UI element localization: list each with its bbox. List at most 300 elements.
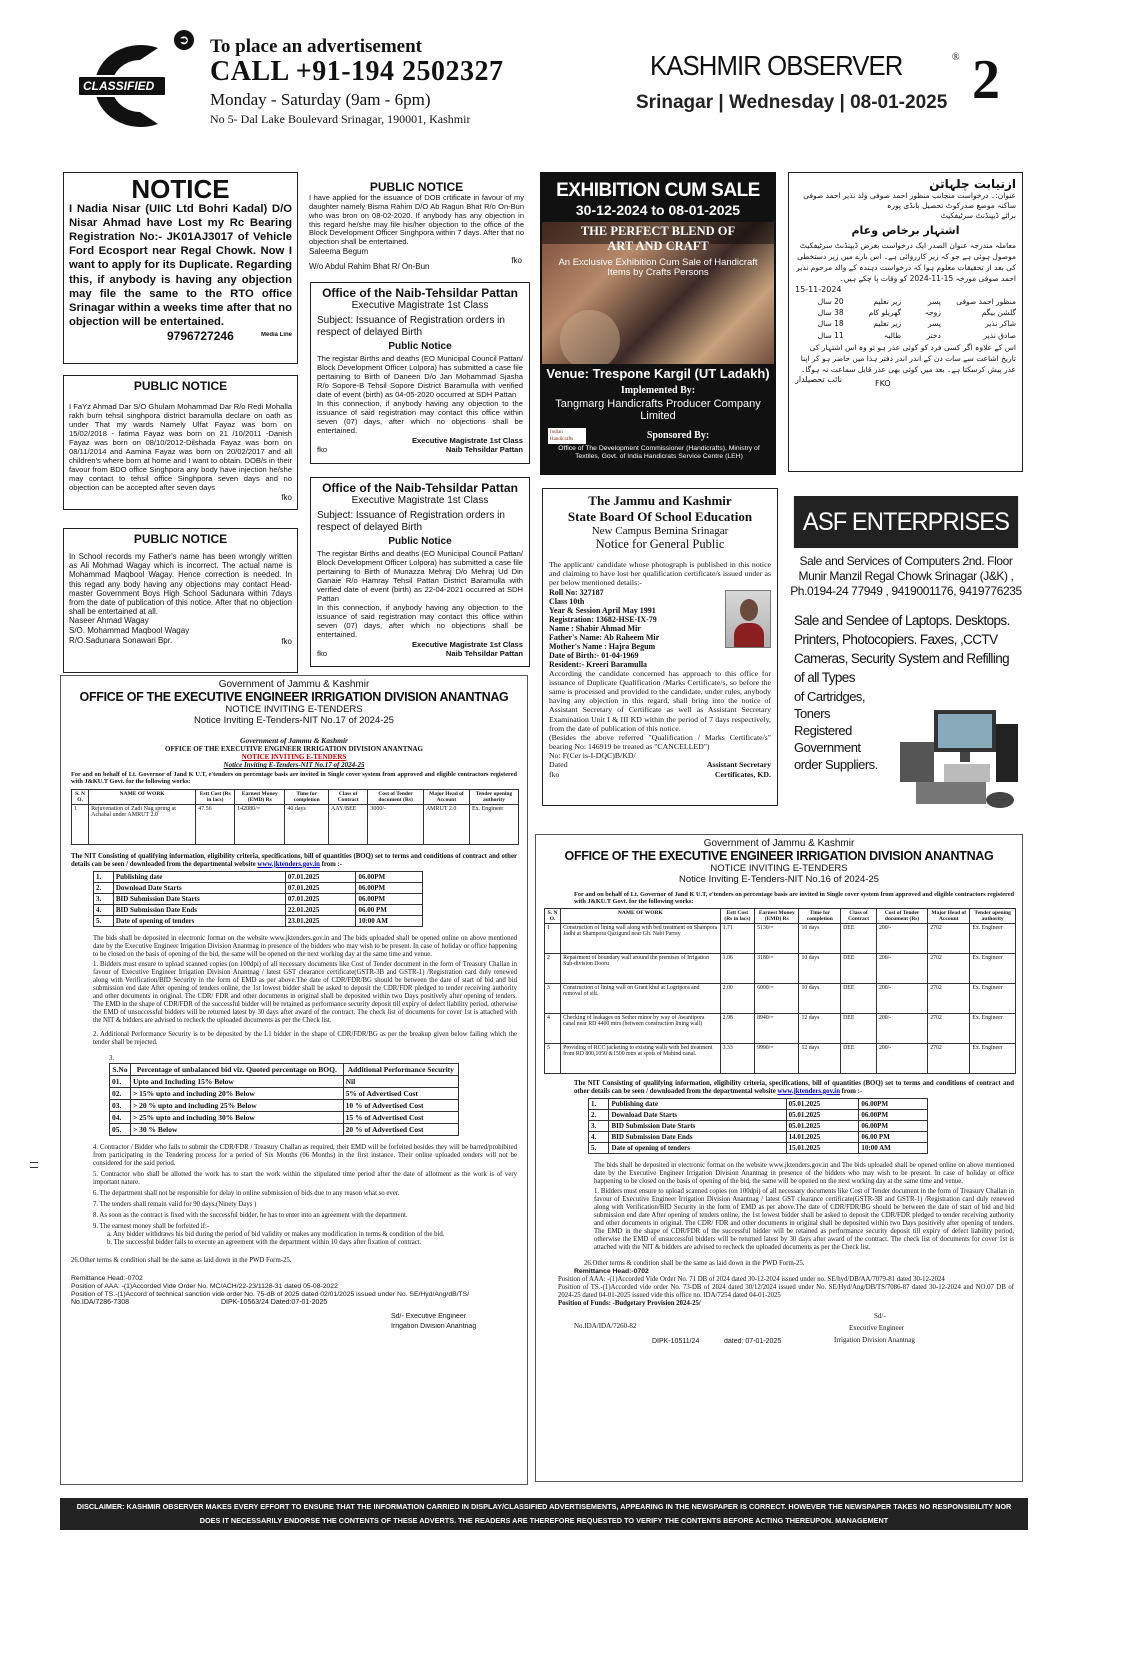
- handicrafts-badge: [548, 428, 586, 444]
- urdu-title: ازنیابت چلہاتن: [929, 177, 1016, 191]
- office-subtitle: Executive Magistrate 1st Class: [351, 300, 489, 311]
- table-header-cell: Class of Contract: [328, 789, 367, 804]
- table-cell: 4.: [94, 904, 114, 915]
- table-cell: 142080/=: [235, 804, 285, 844]
- table-cell: 1.71: [720, 923, 754, 953]
- ida-no: No.IDA/IDA/7260-82: [574, 1322, 637, 1331]
- gov-title-small: Government of Jammu & Kashmir: [240, 736, 348, 745]
- urdu-cell-age: 18 سال: [817, 319, 844, 329]
- public-notice-label: Public Notice: [388, 341, 452, 352]
- asf-suppliers: of Cartridges, Toners Registered Government order Suppliers.: [794, 688, 878, 773]
- notice-body: I Nadia Nisar (UIIC Ltd Bohri Kadal) D/O Nisar Ahmad have Lost my Rc Bearing Registration No:- JK01AJ3017 of Vehicle Ford Ecosport near Regal Chowk. Now I want to apply for its Duplicate. Regarding this, if anybody is having any objection may file the same to the RTO office Srinagar within a weeks time after that no objection will be entertained.: [69, 203, 292, 328]
- table-cell: Ex. Engineer: [970, 953, 1016, 983]
- table-cell: 2702: [928, 983, 970, 1013]
- position-ts: Position of TS.-(1)Accorded vide order No. 73-DB of 2024 dated 30/12/2024 issued under No. SE/Hyd/Ang/DB/TS/7086-87 dated 30-12-2024 and NO.07 DB of 2024-25 dated 04-01-2025 issued vide this office no. IDA/7254 dated 04-01-2025: [558, 1284, 1014, 1300]
- urdu-line-1: عنوان:۔ درخواست منجانب منظور احمد صوفی ولد نذیر احمد صوفی ساکنہ موضع صدرکوٹ تحصیل بانڈی پورہ: [803, 191, 1016, 211]
- nit-number: Notice Inviting E-Tenders-NIT No.16 of 2024-25: [679, 874, 879, 885]
- urdu-cell-rel: دختر: [926, 330, 941, 340]
- date-of-birth: Date of Birth:- 01-04-1969: [549, 650, 639, 660]
- table-cell: 10 days: [799, 953, 841, 983]
- candidate-name: Name : Shabir Ahmad Mir: [549, 623, 641, 633]
- table-row: [110, 1088, 459, 1100]
- table-row: [545, 983, 1016, 1013]
- table-cell: 12 days: [799, 1043, 841, 1073]
- resident: Resident:- Kreeri Baramulla: [549, 659, 648, 669]
- para-26: 26.Other terms & condition shall be the same as laid down in the PWD Form-25.: [71, 1257, 292, 1265]
- table-cell: 5.: [94, 915, 114, 926]
- table-row: [545, 1043, 1016, 1073]
- urdu-date: 15-11-2024: [795, 284, 842, 294]
- urdu-table-row: [795, 307, 1016, 318]
- para-1: The bids shall be deposited in electronic format on the website www.jktenders.gov.in and The bids uploaded shall be opened online on above mentioned date by the Executive Engineer Irrigation Division Anantnag in presence of the bidders who may wish to be present. In case of holiday or office happening to be closed on the basis of opening of the bid, the same will be opened on the next working day at the same time and venue.: [93, 934, 517, 958]
- nit-site-link[interactable]: www.jktenders.gov.in: [257, 860, 320, 868]
- table-cell: 05.01.2025: [786, 1098, 859, 1109]
- table-cell: 2.00: [720, 983, 754, 1013]
- table-cell: 2: [545, 953, 561, 983]
- table-cell: DEE: [841, 1013, 877, 1043]
- position-funds: Position of Funds: -Budgetary Provision 2024-25/: [558, 1300, 701, 1308]
- header: [0, 0, 1140, 130]
- table-cell: BID Submission Date Ends: [113, 904, 285, 915]
- public-notice-name-correction: [63, 528, 298, 673]
- subject: Subject: Issuance of Registration orders in respect of delayed Birth: [317, 510, 505, 533]
- logo-text: CLASSIFIED: [83, 79, 155, 93]
- table-cell: 06.00PM: [356, 893, 423, 904]
- gov-title: Government of Jammu & Kashmir: [703, 838, 855, 849]
- table-header-cell: S. N O.: [72, 789, 89, 804]
- urdu-fko: FKO: [875, 379, 891, 389]
- urdu-closing: اس کے علاوہ اگر کسی فرد کو کوئی عذر ہو تو وہ اس اشتہار کی تاریخ اشاعت سے سات دن کے اندر اندر دفتر ہذا میں حاضر ہو کر اپنا عذر پیش کرسکتا ہے۔ بعد میں کوئی بھی عذر قابل سماعت نہ ہوگا۔: [800, 342, 1016, 374]
- blend-line-1: THE PERFECT BLEND OF: [580, 224, 736, 238]
- table-cell: BID Submission Date Starts: [609, 1120, 786, 1131]
- works-table: [71, 789, 519, 845]
- table-cell: BID Submission Date Ends: [609, 1131, 786, 1142]
- table-cell: Construction of lining wall on Grant khul at Logripora and removal of silt.: [561, 983, 721, 1013]
- notice-footer: fko: [511, 256, 522, 266]
- dipk-no: DIPK-10511/24: [652, 1338, 700, 1346]
- table-cell: 06.00 PM: [356, 904, 423, 915]
- urdu-line-2: برائے ڈیپنڈنٹ سرٹیفکیٹ: [940, 211, 1016, 221]
- nit-site-link[interactable]: www.jktenders.gov.in: [777, 1087, 840, 1095]
- notice-title: PUBLIC NOTICE: [133, 532, 228, 546]
- table-cell: 200/-: [876, 983, 927, 1013]
- classified-logo: [58, 42, 168, 130]
- table-row: [589, 1120, 928, 1131]
- intro: For and on behalf of Lt. Governor of Jand K U.T, e'tenders on percentage basis are invited in Single cover system from approved and eligible contractors registered with J&KU.T Govt. for the following works:: [574, 891, 1014, 906]
- notice-footer: fko: [281, 637, 292, 647]
- body: According the candidate concerned has approach to this office for issuance of Duplicate Qualification /Marks Certificate/s, so before the same is processed and provided to the candidate, under rules, anybody having any objection in this regard, shall bring into the notice of Assistant Secretary of Certificate as well as Assistant Secretary Examination Unit I & III KD within the period of 7 days respectively, from the date of publication of this notice.: [549, 668, 771, 733]
- hand-icon: ➲: [174, 30, 194, 50]
- table-cell: 07.01.2025: [285, 871, 356, 882]
- notice-title: NOTICE: [131, 174, 230, 204]
- public-notice-dob: [63, 375, 298, 510]
- table-cell: 3.: [589, 1120, 609, 1131]
- gov-title: Government of Jammu & Kashmir: [218, 679, 370, 690]
- paper-name: KASHMIR OBSERVER: [650, 50, 903, 81]
- tender-nit-17: [60, 675, 528, 1485]
- urdu-cell-rel: پسر: [927, 319, 941, 329]
- sign-2: Certificates, KD.: [714, 770, 771, 780]
- para-8: 8. As soon as the contract is fixed with the successful bidder, he has to enter into an agreement with the department.: [93, 1212, 408, 1220]
- table-header-cell: Time for completion: [799, 908, 841, 923]
- table-row: [110, 1124, 459, 1136]
- table-row: [110, 1112, 459, 1124]
- dateline: Srinagar | Wednesday | 08-01-2025: [636, 92, 948, 113]
- sign-title: Executive Magistrate 1st Class: [411, 435, 523, 445]
- class: Class 10th: [549, 596, 585, 606]
- notice-credit: Media Line: [260, 331, 292, 338]
- urdu-cell-rel: زوجہ: [924, 308, 941, 317]
- registered-mark: ®: [952, 52, 960, 63]
- sign-title: Executive Magistrate 1st Class: [411, 639, 523, 649]
- badge-text: Indian Handicrafts: [550, 430, 574, 442]
- table-cell: 5.: [589, 1142, 609, 1153]
- table-row: [94, 893, 423, 904]
- table-row: [545, 1013, 1016, 1043]
- computer-equipment-icon: [896, 704, 1020, 816]
- asf-enterprises-ad: [788, 496, 1024, 824]
- board-title-1: The Jammu and Kashmir: [588, 493, 732, 508]
- table-cell: 10 days: [799, 923, 841, 953]
- roll-no: Roll No: 327187: [549, 587, 604, 597]
- table-cell: 8940/=: [755, 1013, 799, 1043]
- urdu-table-row: [795, 296, 1016, 307]
- table-cell: DEE: [841, 953, 877, 983]
- table-cell: 2702: [928, 953, 970, 983]
- exhibition-venue: Venue: Trespone Kargil (UT Ladakh): [542, 364, 774, 383]
- urdu-sign: نائب تحصیلدار: [795, 375, 842, 385]
- tender-nit-16: [535, 834, 1023, 1482]
- table-cell: 12 days: [799, 1013, 841, 1043]
- sd-label: Sd/-: [874, 1312, 886, 1321]
- remittance: Remittance Head:-0702: [71, 1275, 143, 1283]
- sign-line-3: R/O.Sadunara Sonawari Bpr.: [69, 635, 173, 645]
- table-cell: 1.: [94, 871, 114, 882]
- table-cell: 05.: [110, 1124, 131, 1136]
- public-notice-label: Public Notice: [388, 536, 452, 547]
- nit-text: The NIT Consisting of qualifying information, eligibility criteria, specifications, bill of quantities (BOQ) set to terms and conditions of contract and other details can be seen / downloaded from the departmental website: [574, 1079, 1014, 1095]
- table-cell: 06.00PM: [859, 1120, 928, 1131]
- intro: The applicant/ candidate whose photograph is published in this notice and claiming to have lost her qualification certificate/s issued under as per below mentioned details:-: [549, 560, 771, 588]
- nit-number: Notice Inviting E-Tenders-NIT No.17 of 2024-25: [194, 715, 394, 726]
- office-title: OFFICE OF THE EXECUTIVE ENGINEER IRRIGATION DIVISION ANANTNAG: [79, 690, 509, 704]
- dipk-date: dated: 07-01-2025: [724, 1338, 782, 1346]
- disclaimer-bar: DISCLAIMER: KASHMIR OBSERVER MAKES EVERY EFFORT TO ENSURE THAT THE INFORMATION CARRIED IN DISPLAY/CLASSIFIED ADVERTISEMENTS, APPEARING IN THE NEWSPAPER IS CORRECT. HOWEVER THE NEWSPAPER TAKES NO RESPONSIBILITY NOR DOES IT NECESSARILY ENDORSE THE CONTENTS OF THESE ADVERTS. THE READERS ARE THEREFORE REQUESTED TO VERIFY THE CONTENTS BEFORE ACTING THEREUPON. MANAGEMENT: [60, 1498, 1028, 1530]
- table-row: [94, 904, 423, 915]
- besides: (Besides the above referred "Qualification / Marks Certificate/s" bearing No: 146919 be treated as "CANCELLED"): [549, 732, 771, 752]
- table-cell: 3000/-: [368, 804, 423, 844]
- urdu-cell-status: زیر تعلیم: [873, 319, 902, 329]
- nit-text-line: [574, 1080, 1014, 1096]
- table-cell: 05.01.2025: [786, 1120, 859, 1131]
- dipk-no: DIPK-10563/24 Dated:07-01-2025: [221, 1299, 328, 1307]
- table-header-cell: NAME OF WORK: [89, 789, 196, 804]
- urdu-heading: اشتہار برخاص وعام: [851, 224, 960, 238]
- fko-label: fko: [549, 770, 560, 780]
- position-aaa: Position of AAA: -(1)Accorded Vide Order No. MC/ACH/22-23/1128-31 dated 05-08-2022: [71, 1283, 338, 1291]
- footer-right: Naib Tehsildar Pattan: [445, 648, 523, 658]
- table-cell: Publishing date: [609, 1098, 786, 1109]
- sign-1: Sd/- Executive Engineer: [391, 1313, 467, 1321]
- table-cell: 03.: [110, 1100, 131, 1112]
- table-cell: 200/-: [876, 923, 927, 953]
- para-9a: a. Any bidder withdraws his bid during the period of bid validity or makes any modification in terms & condition of the bid.: [107, 1231, 445, 1239]
- para-2: 1. Bidders must ensure to upload scanned copies (on 100dpi) of all necessary documents like Cost of Tender document in the form of Treasury Challan in favour of Executive Engineer Irrigation Division Anantnag / latest GST clearance certificate(GSTR-3B and GSTR-1) /Registration card duly renewed along with Verification/BID Security in the form of EMD as per above.The date of CDR/FDR/BG should be between the date of start of bid and bid submission end date After opening of tenders online, the 1st lowest bidder shall be asked to deposit the CDR/FDR pledged to tender receiving authority and other documents in original. The CDR/ FDR and other documents in original shall be deposited within two Days positively after opening of tenders. The EMD in the shape of CDR/FDR of the successful bidder will be retained as performance security deposit till expiry of defect liability period, otherwise the EMD of unsuccessful bidders will be returned latest by 30 days after award of the contract. The check list of documents for cover 1st is attached with the NIT & bidders are advised to recheck the uploaded documents as per the Check list.: [93, 960, 517, 1025]
- table-header-cell: S. N O.: [545, 908, 561, 923]
- jkbose-notice: [542, 488, 778, 806]
- board-title-2: State Board Of School Education: [567, 509, 753, 524]
- office-subtitle: Executive Magistrate 1st Class: [351, 495, 489, 506]
- exhibition-ad: [540, 172, 776, 475]
- blend-line-2: ART AND CRAFT: [607, 239, 709, 253]
- para-4: 4. Contractor / Bidder who fails to submit the CDR/FDR / Treasury Challan as required, their EMD will be forfeited besides they will be barred/prohibited from participating in the Tendering process for a period of Six Months (06 Months) in the first instance. Their online uploaded tenders will not be considered for the said period.: [93, 1144, 517, 1168]
- table-cell: 1: [72, 804, 89, 844]
- table-cell: 22.01.2025: [285, 904, 356, 915]
- notice-phone: 9796727246: [167, 328, 234, 343]
- table-cell: 06.00PM: [356, 882, 423, 893]
- asf-address: Sale and Services of Computers 2nd. Floor Munir Manzil Regal Chowk Srinagar (J&K) ,: [798, 554, 1014, 583]
- table-cell: Checking of leakages on Sether minor by way of Awantipora canal near RD 4400 mtrs (between construction lining wall): [561, 1013, 721, 1043]
- para-26: 26.Other terms & condition shall be the same as laid down in the PWD Form-25.: [584, 1260, 805, 1268]
- table-header-cell: Earnest Money (EMD) Rs: [235, 789, 285, 804]
- father-name: Father's Name: Ab Raheem Mir: [549, 632, 660, 642]
- table-cell: 5: [545, 1043, 561, 1073]
- nit-text-line: [71, 853, 517, 869]
- para-1: The bids shall be deposited in electronic format on the website www.jktenders.gov.in and The bids uploaded shall be opened online on above mentioned date by the Executive Engineer Irrigation Division Anantnag in presence of the bidders who may wish to be present. In case of holiday or office happening to be closed on the basis of opening of the bid, the same will be opened on the next working day at the same time and venue.: [594, 1161, 1014, 1185]
- urdu-cell-name: گلشن بیگم: [981, 308, 1016, 317]
- table-cell: 2.: [589, 1109, 609, 1120]
- table-cell: 2702: [928, 1013, 970, 1043]
- table-cell: 3180/=: [755, 953, 799, 983]
- subject: Subject: Issuance of Registration orders in respect of delayed Birth: [317, 315, 505, 338]
- para-6: 6. The department shall not be responsible for delay in online submission of bids due to any reason what so ever.: [93, 1190, 400, 1198]
- phone-number: CALL +91-194 2502327: [210, 56, 504, 87]
- sign-2: Irrigation Division Anantnag: [834, 1336, 915, 1345]
- table-cell: 2702: [928, 923, 970, 953]
- table-header-cell: S.No: [110, 1064, 131, 1076]
- table-cell: Construction of lining wall along with bed treatment on Shampora Jadhi at Shampora Qazigund near Gh. Nabi Parray: [561, 923, 721, 953]
- table-cell: 06.00 PM: [859, 1131, 928, 1142]
- para-3: 2. Additional Performance Security is to be deposited by the L1 bidder in the shape of CDR/FDR/BG as per the breakup given below failing which the tender shall be rejected.: [93, 1031, 517, 1047]
- para-3-number: 3.: [109, 1055, 115, 1063]
- notice-body-2: In this connection, if anybody having any objection to the issuance of said registration may contact this office within seven (07) days, after which no objections shall be entertained.: [317, 398, 523, 435]
- notice-body: I have applied for the issuance of DOB crtificate in favour of my daughter namely Bisma Rahim D/O Ab Ragun Bhat R/o On-Bun who was bron on 08-02-2020. If anybody has any objection in this regard he/she may file his/her objection to the office of the Block Development Officer Singhpora within 7 days. After that no objection shall be entertained.: [309, 193, 524, 247]
- table-cell: 01.: [110, 1076, 131, 1088]
- urdu-table-row: [795, 318, 1016, 329]
- urdu-body: معاملہ مندرجہ عنوان الصدر ایک درخواست بغرض ڈیپنڈنٹ سرٹیفکیٹ موصول ہوئی ہے جو کہ زیر کارروائی ہے۔ اس بارے میں زیر دستخطی کی بعد از تحقیقات معلوم ہوا کہ درخواست دہندہ کے والد مرحوم نذیر احمد صوفی مورخہ 15-11-2024 کو وفات پا چکے ہیں۔: [796, 241, 1016, 283]
- urdu-table-row: [795, 330, 1016, 341]
- table-row: [94, 915, 423, 926]
- nit-from: from :-: [841, 1087, 863, 1095]
- urdu-cell-rel: پسر: [927, 296, 941, 306]
- notice-footer: fko: [281, 492, 292, 502]
- notice-body-2: In this connection, if anybody having any objection to the issuance of said registration may contact this office within seven (07) days, after which no objections shall be entertained.: [317, 602, 523, 639]
- table-cell: 4: [545, 1013, 561, 1043]
- table-cell: > 15% upto and including 20% Below: [130, 1088, 343, 1100]
- table-cell: 3: [545, 983, 561, 1013]
- urdu-cell-name: صادق نذیر: [983, 330, 1016, 340]
- ref-no: No: F(Cer is-I-DQC)B/KD/: [549, 751, 636, 761]
- table-cell: 15.01.2025: [786, 1142, 859, 1153]
- table-cell: 02.: [110, 1088, 131, 1100]
- notice-lost-rc: [63, 172, 298, 364]
- remittance: Remittance Head:-0702: [574, 1268, 649, 1276]
- table-cell: Ex. Engineer: [970, 923, 1016, 953]
- ida-no: No.IDA/7286-7308: [71, 1299, 129, 1307]
- office-title: OFFICE OF THE EXECUTIVE ENGINEER IRRIGATION DIVISION ANANTNAG: [564, 849, 994, 863]
- sign-1: Assistant Secretary: [706, 760, 771, 770]
- table-cell: > 20 % upto and including 25% Below: [130, 1100, 343, 1112]
- table-cell: DEE: [841, 1043, 877, 1073]
- table-header-cell: Percentage of unbalanced bid viz. Quoted percentage on BOQ.: [130, 1064, 343, 1076]
- table-cell: 14.01.2025: [786, 1131, 859, 1142]
- table-header-cell: Class of Contract: [841, 908, 877, 923]
- table-cell: BID Submission Date Starts: [113, 893, 285, 904]
- table-cell: Providing of RCC jacketing to existing walls with bed treatment from RD 800,1050 &1500 mtrs at spots of Mahind canal.: [561, 1043, 721, 1073]
- table-cell: DEE: [841, 983, 877, 1013]
- table-row: [545, 923, 1016, 953]
- table-cell: 20 % of Advertised Cost: [343, 1124, 458, 1136]
- sign-line-2: S/O. Mohammad Maqbool Wagay: [69, 625, 190, 635]
- sign-line-1: Saleema Begum: [309, 247, 369, 257]
- urdu-notice: [788, 172, 1023, 472]
- urdu-cell-age: 38 سال: [817, 308, 844, 317]
- table-header-row: [545, 908, 1016, 923]
- table-cell: > 25% upto and including 30% Below: [130, 1112, 343, 1124]
- naib-tehsildar-notice-1: [310, 282, 530, 464]
- table-header-cell: Tender opening authority: [970, 908, 1016, 923]
- urdu-cell-age: 11 سال: [817, 330, 844, 340]
- table-cell: Rejuvenation of Zadi Nag spring at Achabal under AMRUT 2.0: [89, 804, 196, 844]
- nit-heading: NOTICE INVITING E-TENDERS: [710, 863, 848, 874]
- table-cell: Ex. Engineer: [469, 804, 518, 844]
- notice-body: In School records my Father's name has been wrongly written as Ali Mohmad Wagay which is incorrect. The actual name is Mohammad Maqbool Wagay. Hence correction is needed. In this regad any body having any objections may contact Head-master Government Boys High School Sadunara within 7days from the date of publication of this notice. After that no objection shall be entertained at all.: [69, 552, 292, 617]
- candidate-photo: [725, 590, 771, 648]
- notice-title: PUBLIC NOTICE: [369, 180, 464, 194]
- nit-heading-small: NOTICE INVITING E-TENDERS: [241, 753, 347, 761]
- table-header-cell: NAME OF WORK: [561, 908, 721, 923]
- table-row: [72, 804, 519, 844]
- office-hours: Monday - Saturday (9am - 6pm): [210, 90, 431, 109]
- table-cell: 10 % of Advertised Cost: [343, 1100, 458, 1112]
- sign-line-1: Naseer Ahmad Wagay: [69, 616, 149, 626]
- table-cell: 3.33: [720, 1043, 754, 1073]
- asf-title: ASF ENTERPRISES: [794, 496, 1018, 548]
- sponsor-org: Office of The Development Commissioner (Handicrafts), Ministry of Textiles, Govt. of India Handicrats Service Centre (LEH): [558, 445, 760, 460]
- table-header-cell: Earnest Money (EMD) Rs: [755, 908, 799, 923]
- notice-title: PUBLIC NOTICE: [133, 379, 228, 393]
- nit-number-small: Notice Inviting E-Tenders-NIT No.17 of 2024-25: [223, 761, 365, 769]
- para-9: 9. The earnest money shall be forfeited if:-: [93, 1223, 210, 1231]
- table-cell: AMRUT 2.0: [423, 804, 469, 844]
- position-ts: Position of TS.-(1)Accord of technical sanction vide order No. 75-dB of 2025 dated 02/01/2025 issued under No. SE/Hyd/Ang/dB/TS/: [71, 1291, 470, 1299]
- dates-table: [588, 1098, 928, 1154]
- table-cell: 1.: [589, 1098, 609, 1109]
- table-cell: Publishing date: [113, 871, 285, 882]
- table-header-cell: Estt Cost (Rs in lacs): [720, 908, 754, 923]
- table-header-cell: Major Head of Account: [928, 908, 970, 923]
- table-cell: Date of opening of tenders: [609, 1142, 786, 1153]
- table-cell: 5% of Advertised Cost: [343, 1088, 458, 1100]
- table-row: [545, 953, 1016, 983]
- table-row: [589, 1109, 928, 1120]
- margin-mark: [30, 1162, 38, 1168]
- sign-line-2: W/o Abdul Rahim Bhat R/ On-Bun: [309, 262, 430, 272]
- urdu-cell-status: گھریلو کام: [868, 308, 902, 317]
- table-header-cell: Additional Performance Security: [343, 1064, 458, 1076]
- sign-1: Executive Engineer: [849, 1324, 905, 1333]
- table-header-cell: Cost of Tender document (Rs): [876, 908, 927, 923]
- footer-right: Naib Tehsildar Pattan: [445, 444, 523, 454]
- table-row: [589, 1098, 928, 1109]
- table-cell: Download Date Starts: [113, 882, 285, 893]
- session: Year & Session April May 1991: [549, 605, 656, 615]
- exhibition-dates: 30-12-2024 to 08-01-2025: [575, 202, 741, 218]
- table-cell: 10:00 AM: [356, 915, 423, 926]
- table-cell: 200/-: [876, 1013, 927, 1043]
- office-title: Office of the Naib-Tehsildar Pattan: [322, 286, 518, 300]
- table-cell: 06.00PM: [356, 871, 423, 882]
- naib-tehsildar-notice-2: [310, 477, 530, 667]
- para-7: 7. The tenders shall remain valid for 90 days.(Ninety Days ): [93, 1201, 257, 1209]
- table-cell: 07.01.2025: [285, 893, 356, 904]
- public-notice-dob-bisma: [305, 178, 528, 278]
- footer-left: fko: [317, 444, 328, 454]
- table-cell: 2.: [94, 882, 114, 893]
- table-cell: AAY/BEE: [328, 804, 367, 844]
- table-cell: Date of opening of tenders: [113, 915, 285, 926]
- registration: Registration: 13682-HSE-IX-79: [549, 614, 657, 624]
- table-row: [110, 1100, 459, 1112]
- table-cell: 1.06: [720, 953, 754, 983]
- table-cell: Ex. Engineer: [970, 1043, 1016, 1073]
- implemented-by-org: Tangmarg Handicrafts Producer Company Limited: [555, 398, 761, 423]
- para-5: 5. Contractor who shall be allotted the work has to start the work within the stipulated time period after the date of allotment as the work is of very important nature.: [93, 1171, 517, 1187]
- table-cell: 06.00PM: [859, 1098, 928, 1109]
- table-cell: DEE: [841, 923, 877, 953]
- table-header-cell: Tender opening authority: [469, 789, 518, 804]
- dated-label: Dated: [549, 760, 568, 770]
- table-cell: Ex. Engineer: [970, 1013, 1016, 1043]
- urdu-cell-status: زیر تعلیم: [873, 296, 902, 306]
- table-cell: 200/-: [876, 953, 927, 983]
- table-cell: 5130/=: [755, 923, 799, 953]
- table-header-row: [110, 1064, 459, 1076]
- exhibition-desc: An Exclusive Exhibition Cum Sale of Handicraft Items by Crafts Persons: [558, 258, 758, 279]
- exhibition-title: EXHIBITION CUM SALE: [556, 180, 760, 201]
- table-cell: 4.: [589, 1131, 609, 1142]
- table-cell: 10 days: [799, 983, 841, 1013]
- notice-body: The registar Births and deaths (EO Municipal Council Pattan/ Block Development Officer Lolpora) has submitted a case file pertaining to Birth of Munazza Mehraj D/o Mehraj Ud Din Ganaie R/o Hamray Tehsil Pattan District Baramulla with verified date of event (birth) as 22-04-2021 occurred at SDH Pattan: [317, 549, 523, 603]
- intro: For and on behalf of Lt. Governor of Jand K U.T, e'tenders on percentage basis are invited in Single cover system from approved and eligible contractors registered with J&KU.T Govt. for the following works:: [71, 771, 517, 786]
- masthead: [650, 50, 970, 90]
- notice-body: The registar Births and deaths (EO Municipal Council Pattan/ Block Development Officer Lolpora) has submitted a case file pertaining to Birth of Daneen D/o Jan Mohammad Sjasha R/o Sopore-B Tehsil Sopore District Baramulla with verified date of event (birth) as 04-05-2020 occurred at SDH Pattan: [317, 354, 523, 399]
- table-header-cell: Cost of Tender document (Rs): [368, 789, 423, 804]
- table-cell: 40 days: [285, 804, 329, 844]
- table-cell: 23.01.2025: [285, 915, 356, 926]
- table-row: [94, 871, 423, 882]
- table-header-cell: Major Head of Account: [423, 789, 469, 804]
- table-header-cell: Estt Cost (Rs in lacs): [196, 789, 235, 804]
- table-row: [94, 882, 423, 893]
- table-cell: 1: [545, 923, 561, 953]
- position-aaa: Position of AAA: -(1)Accorded Vide Order No. 71 DB of 2024 dated 30-12-2024 issued under no. SE/hyd/DB/AA/7079-81 dated 30-12-2024: [558, 1276, 945, 1284]
- table-row: [589, 1142, 928, 1153]
- table-cell: 06.00PM: [859, 1109, 928, 1120]
- nit-from: from :-: [321, 860, 343, 868]
- urdu-cell-name: شاکر نذیر: [985, 319, 1016, 329]
- office-address: No 5- Dal Lake Boulevard Srinagar, 190001, Kashmir: [210, 112, 471, 126]
